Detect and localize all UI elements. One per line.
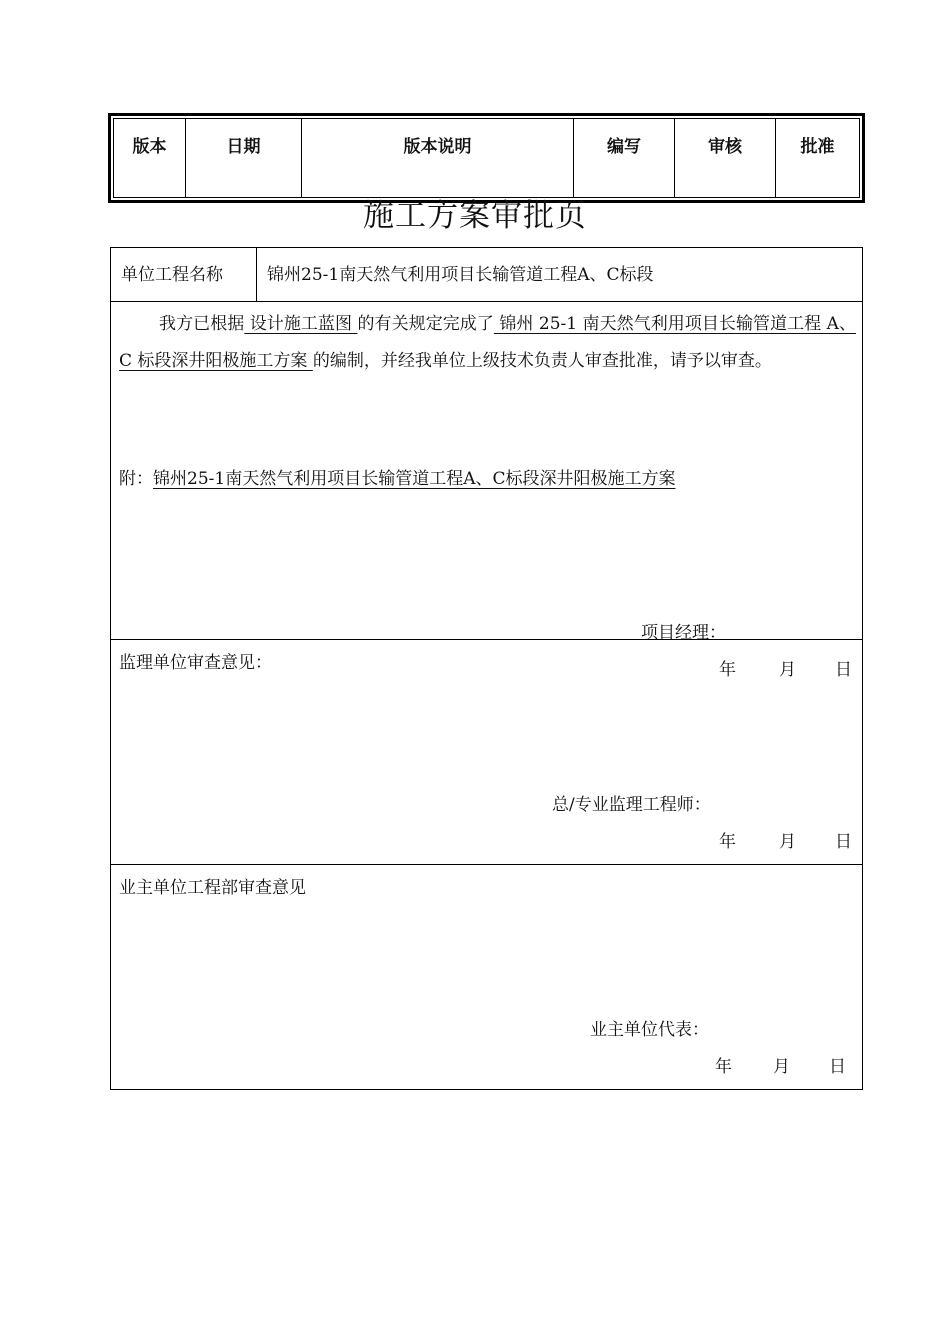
supervision-opinion-label: 监理单位审查意见： bbox=[119, 653, 272, 673]
date-year: 年 bbox=[719, 660, 736, 680]
submission-text-3: 的编制，并经我单位上级技术负责人审查批准，请予以审查。 bbox=[312, 351, 772, 371]
date-year: 年 bbox=[719, 832, 736, 852]
supervision-section bbox=[111, 640, 862, 865]
owner-date bbox=[702, 1052, 846, 1077]
approval-form bbox=[110, 247, 863, 1090]
submission-text-2: 的有关规定完成了 bbox=[357, 314, 494, 334]
version-header: 版本 bbox=[114, 119, 186, 197]
attachment-value: 锦州25-1南天然气利用项目长输管道工程A、C标段深井阳极施工方案 bbox=[153, 469, 676, 489]
project-manager-signature-label: 项目经理： bbox=[641, 623, 726, 643]
owner-representative-signature-label: 业主单位代表： bbox=[590, 1020, 709, 1040]
version-description-header: 版本说明 bbox=[302, 119, 574, 197]
reviewer-header: 审核 bbox=[675, 119, 776, 197]
submission-plan-name: 锦州 25-1 南天然气利用项目长输管道工程 A、C 标段深井阳极施工方案 bbox=[119, 314, 856, 371]
date-day: 日 bbox=[835, 660, 852, 680]
date-month: 月 bbox=[779, 832, 796, 852]
date-day: 日 bbox=[835, 832, 852, 852]
date-month: 月 bbox=[773, 1057, 790, 1077]
project-name-value: 锦州25-1南天然气利用项目长输管道工程A、C标段 bbox=[267, 265, 654, 285]
owner-opinion-label: 业主单位工程部审查意见 bbox=[119, 878, 306, 898]
attachment-line bbox=[119, 464, 675, 489]
project-name-label: 单位工程名称 bbox=[111, 248, 257, 301]
date-month: 月 bbox=[779, 660, 796, 680]
date-year: 年 bbox=[715, 1057, 732, 1077]
submission-paragraph bbox=[119, 306, 856, 380]
supervision-date bbox=[706, 827, 852, 852]
owner-section bbox=[111, 865, 862, 1089]
supervision-engineer-signature-label: 总/专业监理工程师： bbox=[552, 795, 711, 815]
submission-text-1: 我方已根据 bbox=[159, 314, 245, 334]
submission-basis: 设计施工蓝图 bbox=[244, 314, 358, 334]
attachment-label: 附： bbox=[119, 469, 153, 489]
date-header: 日期 bbox=[186, 119, 302, 197]
author-header: 编写 bbox=[574, 119, 675, 197]
date-day: 日 bbox=[829, 1057, 846, 1077]
project-row bbox=[111, 248, 862, 302]
approver-header: 批准 bbox=[800, 137, 835, 157]
page-title: 施工方案审批页 bbox=[363, 198, 587, 234]
